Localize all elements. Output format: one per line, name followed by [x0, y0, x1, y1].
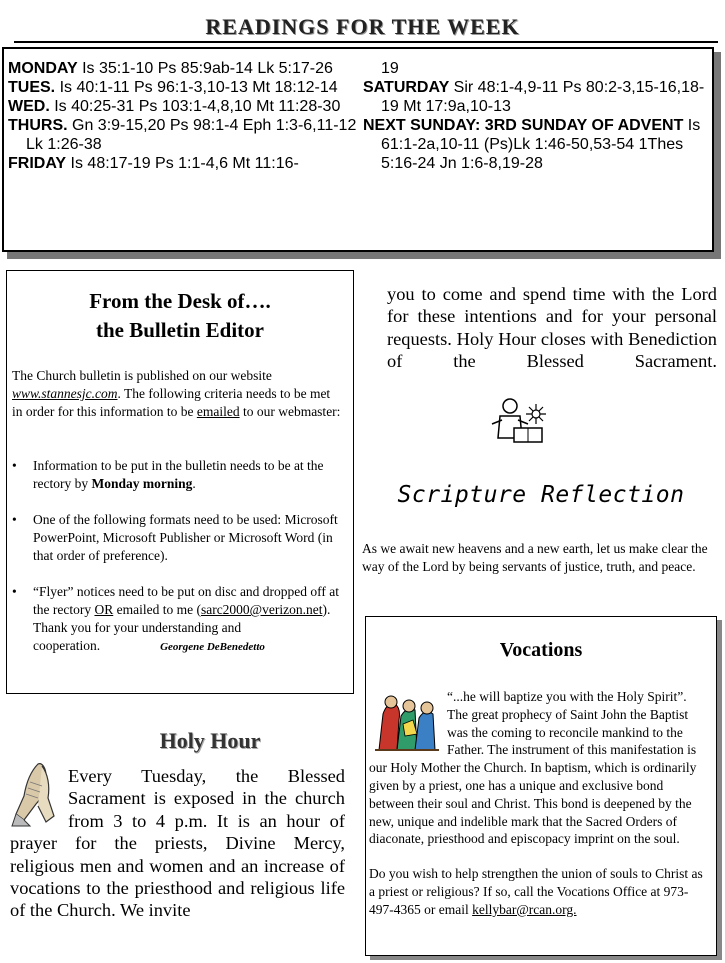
editor-title-line2: the Bulletin Editor: [95, 318, 264, 342]
reading-friday-continued: 19: [381, 60, 399, 77]
reading-day: WED.: [8, 98, 50, 115]
reading-saturday: [363, 78, 709, 116]
criteria-text: “Flyer” notices need to be put on disc and dropped off at the rectory: [33, 584, 340, 617]
reading-friday: [8, 154, 358, 173]
readings-left-column: [8, 59, 358, 173]
reading-text: Sir 48:1-4,9-11 Ps 80:2-3,15-16,18-19 Mt 17:9a,10-13: [381, 79, 705, 115]
criteria-item: [12, 583, 348, 656]
reading-text: Is 40:25-31 Ps 103:1-4,8,10 Mt 11:28-30: [49, 98, 341, 115]
criteria-text: emailed to me (: [113, 602, 201, 617]
criteria-or: OR: [94, 602, 114, 617]
editor-title-line1: From the Desk of….: [89, 289, 271, 313]
scripture-reflection-title: Scripture Reflection: [397, 482, 685, 508]
criteria-item: [12, 457, 348, 493]
reading-text: Is 61:1-2a,10-11 (Ps)Lk 1:46-50,53-54 1Thes 5:16-24 Jn 1:6-8,19-28: [381, 117, 701, 172]
criteria-text: .: [192, 476, 196, 491]
vocations-text: [369, 688, 709, 936]
scripture-reflection-text: As we await new heavens and a new earth, let us make clear the way of the Lord by being servants of justice, truth, and peace.: [362, 541, 708, 574]
vocations-para1: “...he will baptize you with the Holy Spirit”. The great prophecy of Saint John the Baptist was the coming to reconcile mankind to the Father. The instrument of this manifestation is our Holy Mother the Church. In baptism, which is ordinarily given by a priest, one has a unique and exclusive bond between their soul and Christ. This bond is deepened by the new, unique and indelible mark that the Sacred Orders of diaconate, priesthood and episcopacy imprint on the soul.: [369, 689, 697, 847]
readings-box: [2, 47, 714, 252]
reading-text: Gn 3:9-15,20 Ps 98:1-4 Eph 1:3-6,11-12 Lk 1:26-38: [26, 117, 357, 153]
criteria-text: ).: [322, 602, 331, 617]
criteria-text: Information to be put in the bulletin needs to be at the rectory by: [33, 458, 324, 491]
reading-day: NEXT SUNDAY: 3RD SUNDAY OF ADVENT: [363, 117, 684, 134]
bulletin-editor-box: [6, 270, 354, 694]
reading-text: Is 48:17-19 Ps 1:1-4,6 Mt 11:16-: [66, 155, 299, 172]
baptism-figures-icon: [373, 690, 441, 752]
reading-day: MONDAY: [8, 60, 78, 77]
criteria-emphasis: Monday morning: [91, 476, 193, 491]
holy-hour-text: Every Tuesday, the Blessed Sacrament is exposed in the church from 3 to 4 p.m. It is an hour of prayer for the priests, Divine Mercy, religious men and women and an increase of vocations to the priesthood and religious life of the Church. We invite: [10, 766, 345, 921]
holy-hour-continued-text: you to come and spend time with the Lord for these intentions and for your personal requests. Holy Hour closes with Benediction of the Blessed Sacrament.: [387, 284, 717, 372]
reading-thursday: [8, 116, 358, 154]
reading-text: Is 40:1-11 Ps 96:1-3,10-13 Mt 18:12-14: [55, 79, 338, 96]
thanks-text: Thank you for your understanding and cooperation.: [33, 620, 242, 653]
monstrance-icon: [488, 394, 554, 446]
reading-tuesday: [8, 78, 358, 97]
reading-monday: [8, 59, 358, 78]
intro-text: to our webmaster:: [239, 404, 341, 419]
vocations-title: Vocations: [499, 639, 583, 661]
criteria-text: One of the following formats need to be used: Microsoft PowerPoint, Microsoft Publisher or Microsoft Word (in that order of preference).: [33, 512, 338, 563]
vocations-para2: Do you wish to help strengthen the union of souls to Christ as a priest or religious? If so, call the Vocations Office at 973-497-4365 or email: [369, 866, 703, 917]
reading-day: FRIDAY: [8, 155, 67, 172]
intro-text: The Church bulletin is published on our website: [12, 368, 272, 383]
bullet-icon: •: [12, 512, 17, 527]
page-title: READINGS FOR THE WEEK: [205, 14, 520, 39]
criteria-list: [12, 457, 348, 674]
reading-day: SATURDAY: [363, 79, 450, 96]
bullet-icon: •: [12, 584, 17, 599]
website-link[interactable]: www.stannesjc.com: [12, 386, 118, 401]
reading-day: THURS.: [8, 117, 68, 134]
reading-wednesday: [8, 97, 358, 116]
vocations-paragraph: [369, 865, 709, 918]
holy-hour-title: Holy Hour: [159, 728, 261, 753]
reading-day: TUES.: [8, 79, 56, 96]
bullet-icon: •: [12, 458, 17, 473]
editor-intro: [12, 367, 342, 421]
vocations-email-link[interactable]: kellybar@rcan.org.: [472, 901, 577, 917]
vocations-paragraph: [369, 688, 709, 848]
editor-signature: Georgene DeBenedetto: [160, 641, 265, 653]
reading-text: Is 35:1-10 Ps 85:9ab-14 Lk 5:17-26: [77, 60, 333, 77]
reading-next-sunday: [363, 116, 709, 173]
editor-email-link[interactable]: sarc2000@verizon.net: [200, 602, 323, 617]
header-rule: [14, 41, 718, 43]
readings-right-column: [363, 59, 709, 173]
editor-title: [7, 287, 353, 345]
criteria-item: [12, 511, 348, 565]
intro-text: . The following criteria needs to be met in order for this information to be: [12, 386, 331, 419]
emailed-link[interactable]: emailed: [196, 404, 240, 419]
vocations-box: [365, 616, 717, 956]
